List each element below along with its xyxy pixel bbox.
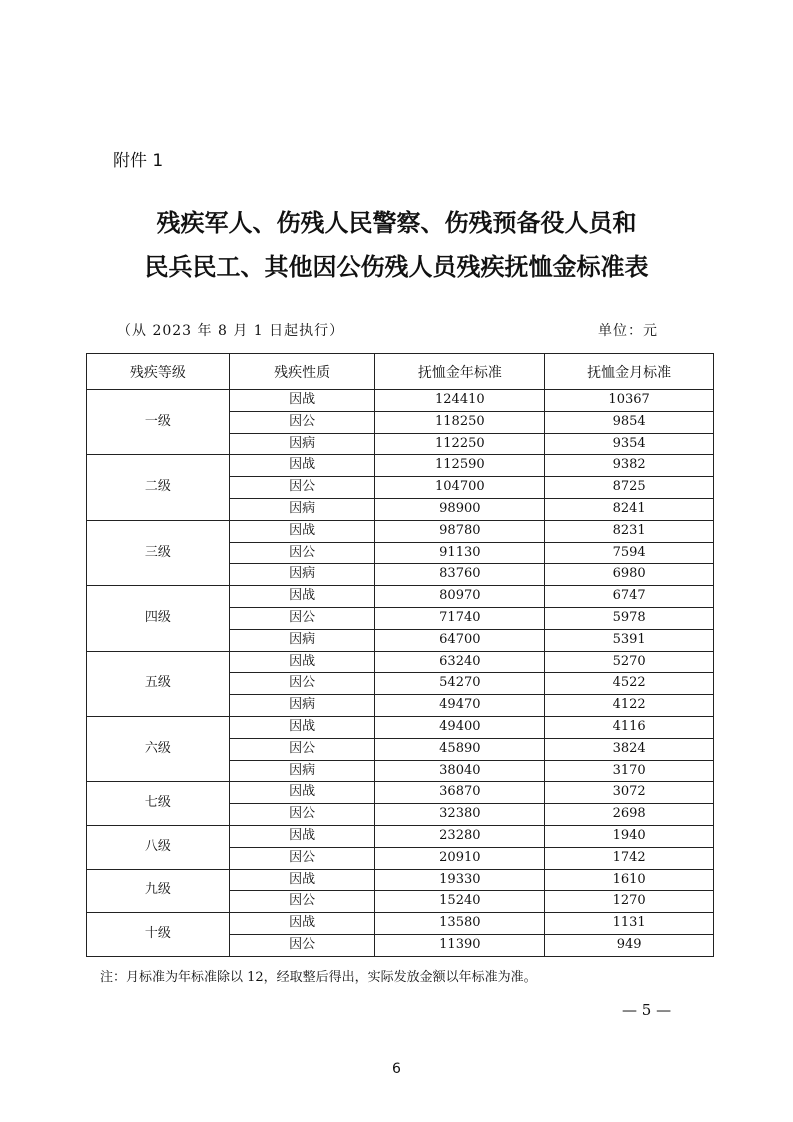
- cell-disability-level: 八级: [87, 825, 230, 869]
- cell-annual-standard: 45890: [375, 738, 545, 760]
- cell-monthly-standard: 4122: [545, 695, 714, 717]
- cell-monthly-standard: 6747: [545, 586, 714, 608]
- header-annual-standard: 抚恤金年标准: [375, 354, 545, 390]
- cell-disability-nature: 因公: [229, 891, 375, 913]
- cell-disability-nature: 因公: [229, 738, 375, 760]
- cell-disability-nature: 因战: [229, 586, 375, 608]
- cell-disability-nature: 因公: [229, 673, 375, 695]
- cell-monthly-standard: 5391: [545, 629, 714, 651]
- cell-disability-nature: 因战: [229, 390, 375, 412]
- cell-annual-standard: 63240: [375, 651, 545, 673]
- table-row: [87, 586, 714, 608]
- cell-annual-standard: 38040: [375, 760, 545, 782]
- cell-monthly-standard: 4116: [545, 716, 714, 738]
- cell-monthly-standard: 949: [545, 934, 714, 956]
- cell-monthly-standard: 3170: [545, 760, 714, 782]
- cell-annual-standard: 98900: [375, 498, 545, 520]
- unit-label: 单位：元: [598, 323, 658, 339]
- table-row: [87, 716, 714, 738]
- cell-disability-nature: 因战: [229, 716, 375, 738]
- cell-annual-standard: 15240: [375, 891, 545, 913]
- header-disability-nature: 残疾性质: [229, 354, 375, 390]
- table-row: [87, 913, 714, 935]
- cell-annual-standard: 124410: [375, 390, 545, 412]
- cell-disability-nature: 因病: [229, 760, 375, 782]
- cell-disability-nature: 因战: [229, 913, 375, 935]
- cell-monthly-standard: 5978: [545, 607, 714, 629]
- cell-annual-standard: 80970: [375, 586, 545, 608]
- table-row: [87, 390, 714, 412]
- cell-disability-level: 五级: [87, 651, 230, 716]
- cell-monthly-standard: 3072: [545, 782, 714, 804]
- cell-disability-nature: 因病: [229, 564, 375, 586]
- cell-annual-standard: 13580: [375, 913, 545, 935]
- cell-disability-level: 十级: [87, 913, 230, 957]
- cell-disability-nature: 因战: [229, 520, 375, 542]
- footnote: 注：月标准为年标准除以 12，经取整后得出，实际发放金额以年标准为准。: [100, 970, 537, 985]
- table-row: [87, 782, 714, 804]
- table-body: [87, 390, 714, 957]
- cell-disability-nature: 因战: [229, 651, 375, 673]
- effective-date: （从 2023 年 8 月 1 日起执行）: [117, 323, 345, 339]
- table-row: [87, 869, 714, 891]
- cell-monthly-standard: 2698: [545, 804, 714, 826]
- attachment-label: 附件 1: [113, 151, 164, 171]
- cell-monthly-standard: 8241: [545, 498, 714, 520]
- cell-disability-nature: 因公: [229, 542, 375, 564]
- cell-annual-standard: 49400: [375, 716, 545, 738]
- cell-monthly-standard: 9354: [545, 433, 714, 455]
- cell-monthly-standard: 10367: [545, 390, 714, 412]
- cell-monthly-standard: 3824: [545, 738, 714, 760]
- cell-disability-nature: 因病: [229, 629, 375, 651]
- cell-annual-standard: 83760: [375, 564, 545, 586]
- cell-monthly-standard: 9854: [545, 411, 714, 433]
- cell-disability-nature: 因战: [229, 455, 375, 477]
- header-monthly-standard: 抚恤金月标准: [545, 354, 714, 390]
- cell-annual-standard: 54270: [375, 673, 545, 695]
- cell-disability-nature: 因病: [229, 695, 375, 717]
- cell-monthly-standard: 6980: [545, 564, 714, 586]
- cell-annual-standard: 11390: [375, 934, 545, 956]
- cell-monthly-standard: 1742: [545, 847, 714, 869]
- cell-disability-nature: 因公: [229, 804, 375, 826]
- cell-disability-level: 四级: [87, 586, 230, 651]
- table-header-row: [87, 354, 714, 390]
- cell-annual-standard: 112590: [375, 455, 545, 477]
- cell-disability-nature: 因战: [229, 825, 375, 847]
- pension-standard-table: [86, 353, 714, 957]
- table-row: [87, 520, 714, 542]
- cell-disability-nature: 因病: [229, 498, 375, 520]
- cell-disability-nature: 因战: [229, 782, 375, 804]
- page-number: — 5 —: [622, 1001, 672, 1019]
- table-row: [87, 825, 714, 847]
- cell-monthly-standard: 5270: [545, 651, 714, 673]
- cell-annual-standard: 71740: [375, 607, 545, 629]
- cell-disability-nature: 因公: [229, 847, 375, 869]
- cell-monthly-standard: 8231: [545, 520, 714, 542]
- cell-monthly-standard: 1270: [545, 891, 714, 913]
- cell-monthly-standard: 7594: [545, 542, 714, 564]
- cell-disability-nature: 因公: [229, 477, 375, 499]
- cell-disability-nature: 因病: [229, 433, 375, 455]
- cell-monthly-standard: 9382: [545, 455, 714, 477]
- cell-monthly-standard: 1131: [545, 913, 714, 935]
- cell-annual-standard: 64700: [375, 629, 545, 651]
- cell-monthly-standard: 8725: [545, 477, 714, 499]
- cell-disability-nature: 因公: [229, 411, 375, 433]
- cell-annual-standard: 49470: [375, 695, 545, 717]
- cell-disability-nature: 因战: [229, 869, 375, 891]
- cell-annual-standard: 20910: [375, 847, 545, 869]
- cell-annual-standard: 32380: [375, 804, 545, 826]
- cell-annual-standard: 91130: [375, 542, 545, 564]
- cell-disability-nature: 因公: [229, 934, 375, 956]
- cell-annual-standard: 118250: [375, 411, 545, 433]
- cell-disability-level: 一级: [87, 390, 230, 455]
- cell-monthly-standard: 1940: [545, 825, 714, 847]
- cell-disability-level: 三级: [87, 520, 230, 585]
- cell-annual-standard: 104700: [375, 477, 545, 499]
- table-row: [87, 651, 714, 673]
- cell-annual-standard: 98780: [375, 520, 545, 542]
- cell-disability-level: 六级: [87, 716, 230, 781]
- document-title-line-2: 民兵民工、其他因公伤残人员残疾抚恤金标准表: [144, 252, 649, 281]
- cell-disability-level: 二级: [87, 455, 230, 520]
- document-title-line-1: 残疾军人、伤残人民警察、伤残预备役人员和: [156, 208, 637, 237]
- table-row: [87, 455, 714, 477]
- cell-annual-standard: 19330: [375, 869, 545, 891]
- cell-monthly-standard: 1610: [545, 869, 714, 891]
- cell-annual-standard: 36870: [375, 782, 545, 804]
- footer-page-number: 6: [392, 1061, 401, 1077]
- cell-disability-nature: 因公: [229, 607, 375, 629]
- header-disability-level: 残疾等级: [87, 354, 230, 390]
- cell-disability-level: 九级: [87, 869, 230, 913]
- cell-annual-standard: 112250: [375, 433, 545, 455]
- cell-annual-standard: 23280: [375, 825, 545, 847]
- cell-monthly-standard: 4522: [545, 673, 714, 695]
- cell-disability-level: 七级: [87, 782, 230, 826]
